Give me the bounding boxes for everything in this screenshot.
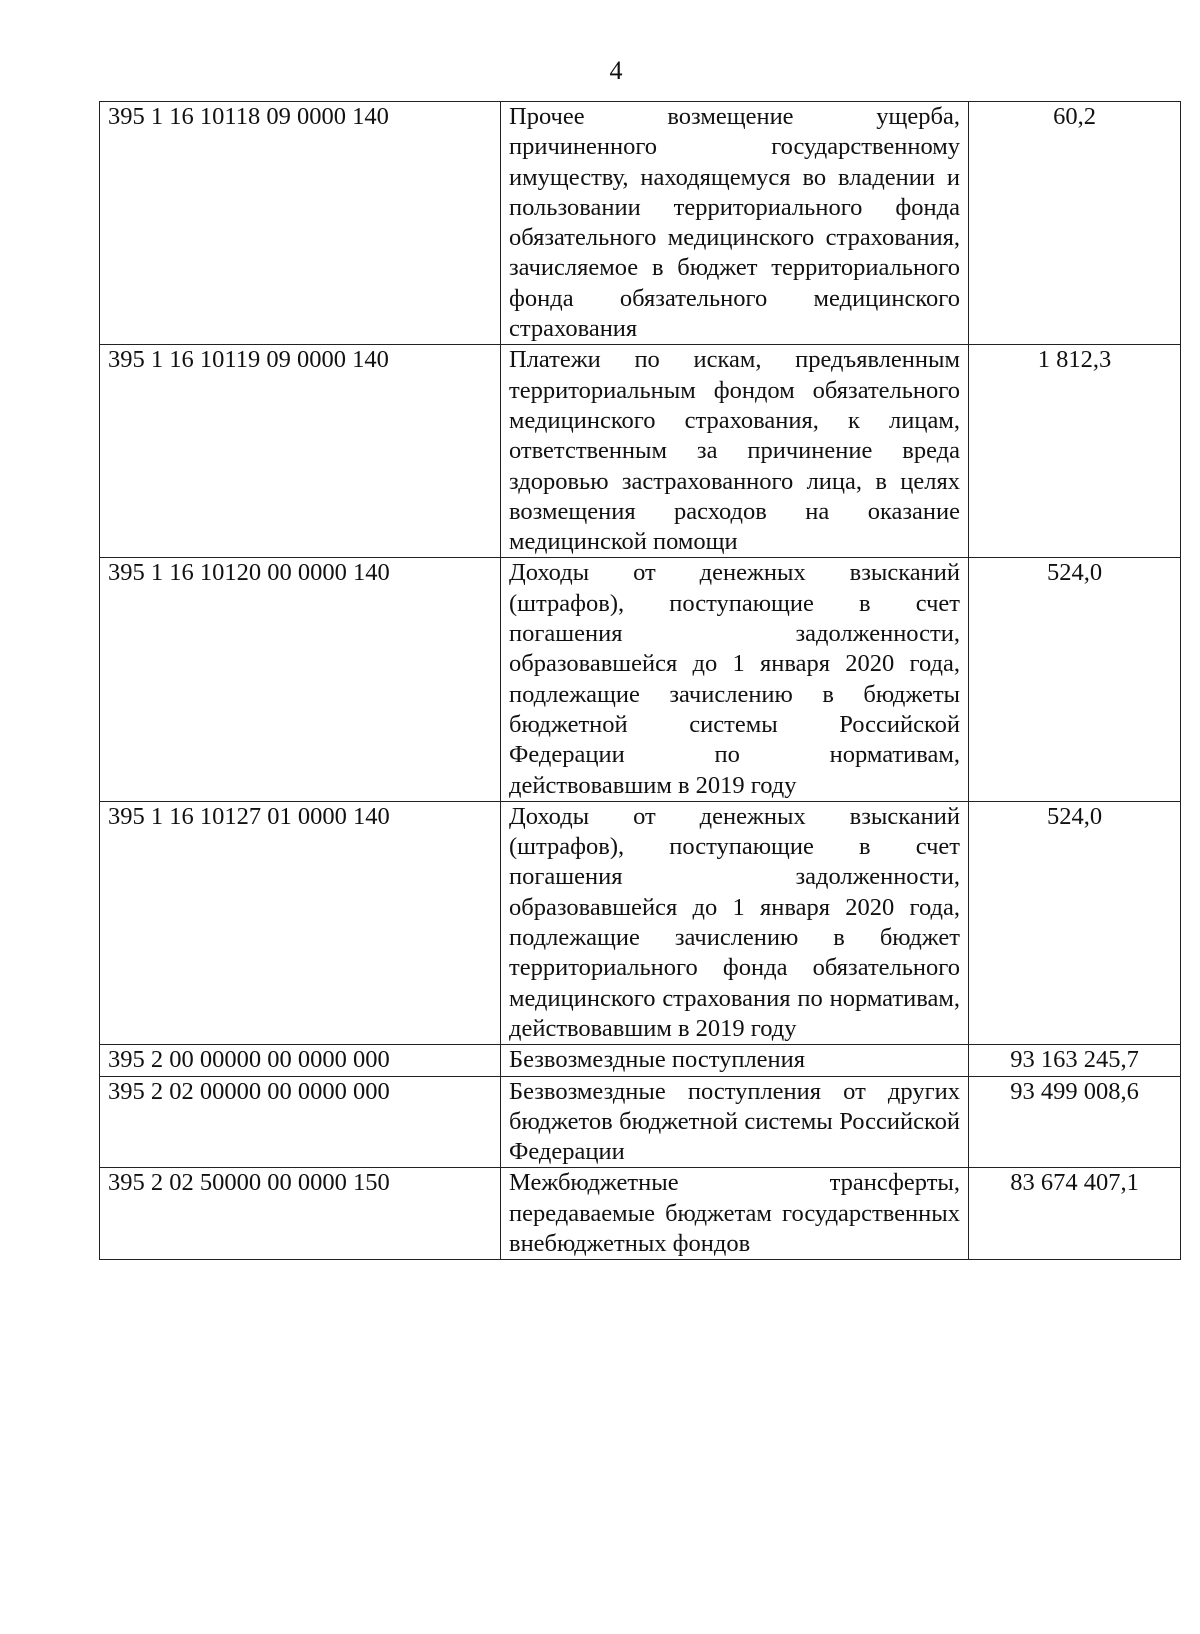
amount-value: 60,2 [969, 102, 1181, 345]
table-row [100, 558, 1181, 801]
revenue-description: Доходы от денежных взысканий (штрафов), поступающие в счет погашения задолженности, образовавшейся до 1 января 2020 года, подлежащие зачислению в бюджет территориального фонда обязательного медицинского страхования по нормативам, действовавшим в 2019 году [501, 801, 969, 1044]
table-row [100, 1168, 1181, 1260]
revenue-description: Безвозмездные поступления [501, 1045, 969, 1076]
amount-value: 83 674 407,1 [969, 1168, 1181, 1260]
revenue-description: Прочее возмещение ущерба, причиненного государственному имуществу, находящемуся во владении и пользовании территориального фонда обязательного медицинского страхования, зачисляемое в бюджет территориального фонда обязательного медицинского страхования [501, 102, 969, 345]
budget-classification-code: 395 2 02 00000 00 0000 000 [100, 1076, 501, 1168]
revenue-description: Межбюджетные трансферты, передаваемые бюджетам государственных внебюджетных фондов [501, 1168, 969, 1260]
revenue-description: Доходы от денежных взысканий (штрафов), поступающие в счет погашения задолженности, образовавшейся до 1 января 2020 года, подлежащие зачислению в бюджеты бюджетной системы Российской Федерации по нормативам, действовавшим в 2019 году [501, 558, 969, 801]
budget-classification-code: 395 1 16 10127 01 0000 140 [100, 801, 501, 1044]
budget-revenue-table [99, 101, 1181, 1260]
table-row [100, 102, 1181, 345]
amount-value: 93 163 245,7 [969, 1045, 1181, 1076]
amount-value: 93 499 008,6 [969, 1076, 1181, 1168]
table-row [100, 1076, 1181, 1168]
table-row [100, 345, 1181, 558]
page-number: 4 [609, 56, 623, 85]
revenue-description: Безвозмездные поступления от других бюджетов бюджетной системы Российской Федерации [501, 1076, 969, 1168]
amount-value: 524,0 [969, 801, 1181, 1044]
budget-classification-code: 395 1 16 10120 00 0000 140 [100, 558, 501, 801]
budget-classification-code: 395 1 16 10119 09 0000 140 [100, 345, 501, 558]
amount-value: 1 812,3 [969, 345, 1181, 558]
budget-classification-code: 395 2 02 50000 00 0000 150 [100, 1168, 501, 1260]
budget-classification-code: 395 1 16 10118 09 0000 140 [100, 102, 501, 345]
budget-classification-code: 395 2 00 00000 00 0000 000 [100, 1045, 501, 1076]
amount-value: 524,0 [969, 558, 1181, 801]
table-row [100, 801, 1181, 1044]
table-row [100, 1045, 1181, 1076]
revenue-description: Платежи по искам, предъявленным территориальным фондом обязательного медицинского страхования, к лицам, ответственным за причинение вреда здоровью застрахованного лица, в целях возмещения расходов на оказание медицинской помощи [501, 345, 969, 558]
